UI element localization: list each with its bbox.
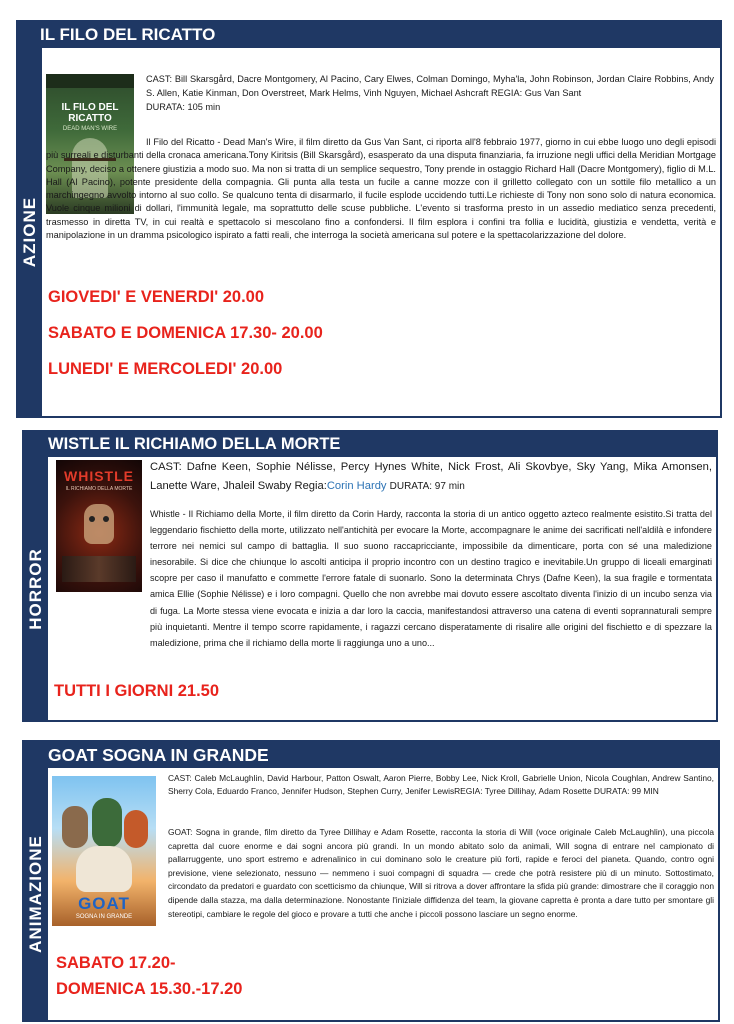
movie-synopsis: GOAT: Sogna in grande, film diretto da Tyree Dillihay e Adam Rosette, racconta la storia di Will (voce originale Caleb McLaughlin), una piccola capretta dal cuore enorme e dai sogni ancora più grandi. In un mondo abitato solo da animali, Will sogna di entrare nel campionato di pallarruggente, uno sport estremo e adrenalinico in cui dominano solo le creature più forti, rapide e feroci del pianeta. Quando, contro ogni previsione, viene selezionato, nessuno — nemmeno i suoi compagni di squadra — crede che potrà resistere più di un minuto. Sottostimato, circondato da predatori e guardato con scetticismo da chiunque, Will si ritrova a dover affrontare la sfida più grande: dimostrare che il coraggio non dipende dalla stazza, ma dalla determinazione. Nonostante l'iniziale diffidenza del team, la giovane capretta è pronta a dare tutto per smontare gli stereotipi, cambiare le regole del gioco e provare a tutti che anche i piccoli possono lasciare un segno enorme. — [168, 827, 714, 919]
duration: DURATA: 105 min — [146, 102, 221, 112]
showtime-1: TUTTI I GIORNI 21.50 — [54, 682, 220, 700]
movie-synopsis: Il Filo del Ricatto - Dead Man's Wire, il film diretto da Gus Van Sant, ci riporta all'8 febbraio 1977, giorno in cui ebbe luogo uno degli episodi più surreali e disturbanti della cronaca americana.Tony Kiritsis (Bill Skarsgård), esasperato da una disputa finanziaria, fa irruzione negli uffici della Meridian Mortgage Company, deciso a ottenere giustizia a modo suo. Ma non si tratta di un semplice sequestro, Tony prende in ostaggio Richard Hall (Dacre Montgomery), figlio di M.L. Hall (Al Pacino), potente presidente della compagnia. Gli punta alla testa un fucile a canne mozze con il grilletto collegato con un sottile filo metallico a un marchingegno avvolto intorno al suo collo. Se qualcuno tenta di disarmarlo, il fucile esplode uccidendo tutti.Le richieste di Tony non sono solo di natura economica. Vuole cinque milioni di dollari, l'immunità legale, ma soprattutto delle scuse pubbliche. L'evento si trasforma presto in un assedio mediatico senza precedenti, trasmesso in diretta TV, in cui realtà e spettacolo si mescolano fino a confondersi. Il film esplora i confini tra follia e lucidità, giustizia e vendetta, verità e manipolazione in un dramma psicologico ispirato a fatti reali, che interroga la società americana sul potere e la spettacolarizzazione del dolore. — [46, 137, 716, 241]
genre-sidebar — [24, 768, 48, 1020]
movie-credits — [150, 458, 712, 496]
movie-credits — [146, 72, 714, 114]
movie-card-goat — [22, 740, 720, 1022]
showtime-2: DOMENICA 15.30.-17.20 — [56, 980, 243, 998]
cast-list: CAST: Dafne Keen, Sophie Nélisse, Percy Hynes White, Nick Frost, Ali Skovbye, Sky Yang, Mika Amonsen, Lanette Ware, Jhaleil Swaby — [150, 461, 712, 492]
movie-title: WISTLE IL RICHIAMO DELLA MORTE — [24, 432, 716, 457]
showtime-1: SABATO 17.20- — [56, 954, 176, 972]
poster-subtitle: DEAD MAN'S WIRE — [62, 126, 118, 132]
cast-list: CAST: Bill Skarsgård, Dacre Montgomery, Al Pacino, Cary Elwes, Colman Domingo, Myha'la, John Robinson, Jordan Claire Robbins, Andy S. Allen, Katie Kinman, Don Overstreet, Mark Helms, Vinh Nguyen, Michael Ashcraft REGIA: Gus Van Sant — [146, 74, 714, 98]
movie-synopsis: Whistle - Il Richiamo della Morte, il film diretto da Corin Hardy, racconta la storia di un antico oggetto azteco realmente esistito.Si tratta del leggendario fischietto della morte, utilizzato nell'antichità per evocare la Morte, accompagnare le anime dei sacrificati nell'aldilà e infondere terrore nei nemici sul campo di battaglia. Il suo suono raccapricciante, impossibile da dimenticare, porta con sé una maledizione inesorabile. Si dice che chiunque lo ascolti anticipa il proprio incontro con un destino tragico e inevitabile.Un gruppo di liceali emarginati scopre per caso il manufatto e commette l'errore fatale di suonarlo. Sono la determinata Chrys (Dafne Keen), la sua fragile e tormentata amica Ellie (Sophie Nélisse) e i loro compagni. Quello che non avrebbe mai dovuto essere ascoltato diventa l'inizio di un incubo senza via di fuga. La Morte stessa viene evocata e inizia a dar loro la caccia, manifestandosi attraverso una catena di eventi soprannaturali sempre più inquietanti. Mentre il tempo scorre rapidamente, i ragazzi cercano disperatamente di risalire alle origini del fischietto e di spezzare la maledizione, prima che il richiamo della morte li raggiunga uno a uno... — [150, 509, 712, 648]
poster-subtitle: SOGNA IN GRANDE — [75, 914, 133, 920]
director-name: Corin Hardy — [326, 480, 387, 492]
movie-card-il-filo-del-ricatto — [16, 20, 722, 418]
poster-title: IL FILO DEL RICATTO — [61, 102, 119, 124]
movie-poster — [52, 776, 156, 926]
movie-title: IL FILO DEL RICATTO — [18, 22, 720, 48]
poster-title: GOAT — [78, 894, 130, 913]
poster-subtitle: IL RICHIAMO DELLA MORTE — [65, 486, 133, 492]
genre-label: AZIONE — [20, 196, 39, 268]
showtime-3: LUNEDI' E MERCOLEDI' 20.00 — [48, 360, 283, 378]
genre-label: HORROR — [26, 547, 45, 630]
director-label: Regia: — [294, 480, 327, 492]
movie-credits: CAST: Caleb McLaughlin, David Harbour, Patton Oswalt, Aaron Pierre, Bobby Lee, Nick Kroll, Gabrielle Union, Nicola Coughlan, Andrew Santino, Sherry Cola, Eduardo Franco, Jennifer Hudson, Stephen Curry, Jenifer LewisREGIA: Tyree Dillihay, Adam Rosette DURATA: 99 MIN — [168, 773, 714, 797]
duration: DURATA: 97 min — [389, 481, 465, 492]
movie-poster — [56, 460, 142, 592]
showtime-1: GIOVEDI' E VENERDI' 20.00 — [48, 288, 265, 306]
genre-sidebar — [18, 48, 42, 416]
genre-label: ANIMAZIONE — [26, 835, 45, 953]
poster-title: WHISTLE — [64, 468, 134, 484]
movie-title: GOAT SOGNA IN GRANDE — [24, 742, 718, 768]
genre-sidebar — [24, 457, 48, 720]
movie-card-wistle — [22, 430, 718, 722]
showtime-2: SABATO E DOMENICA 17.30- 20.00 — [48, 324, 323, 342]
